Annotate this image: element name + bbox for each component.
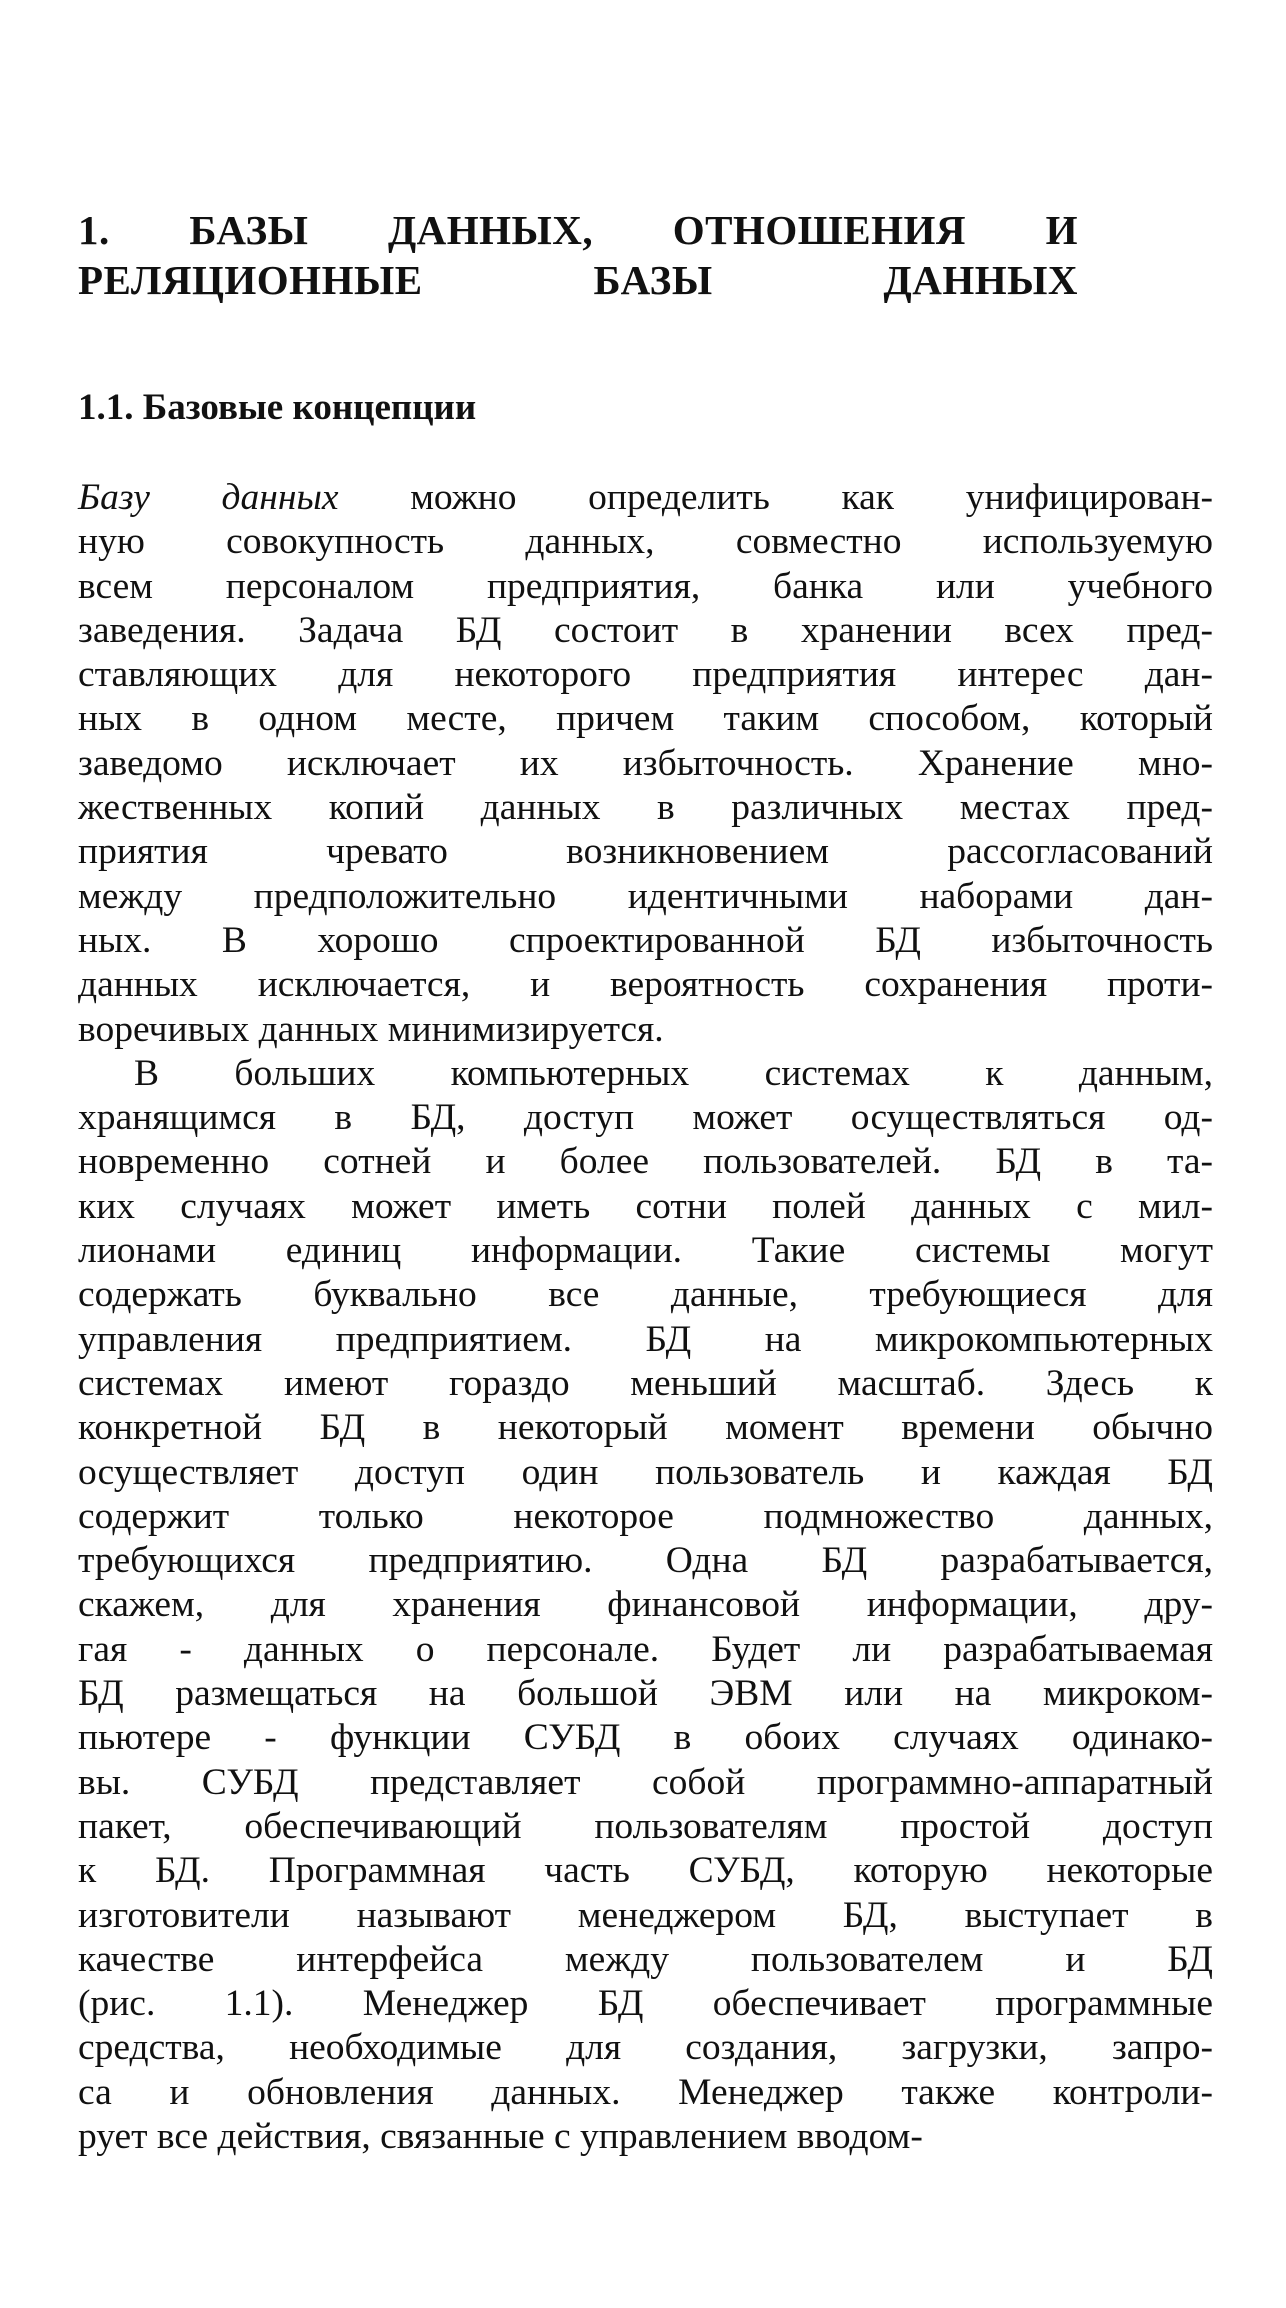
text-line: гая - данных о персонале. Будет ли разрабатываемая bbox=[78, 1628, 1213, 1670]
text-line: хранящимся в БД, доступ может осуществляться од- bbox=[78, 1097, 1213, 1139]
text-line: новременно сотней и более пользователей. БД в та- bbox=[78, 1141, 1213, 1183]
text-line: В больших компьютерных системах к данным, bbox=[134, 1052, 1213, 1094]
text-line: скажем, для хранения финансовой информации, дру- bbox=[78, 1584, 1213, 1626]
text-line: средства, необходимые для создания, загрузки, запро- bbox=[78, 2027, 1213, 2069]
text-line bbox=[78, 476, 1213, 520]
text-line: содержать буквально все данные, требующиеся для bbox=[78, 1274, 1213, 1316]
text-line: са и обновления данных. Менеджер также контроли- bbox=[78, 2071, 1213, 2113]
paragraph-1 bbox=[78, 476, 1213, 1052]
text-line: приятия чревато возникновением рассогласований bbox=[78, 831, 1213, 873]
text-line: БД размещаться на большой ЭВМ или на микроком- bbox=[78, 1673, 1213, 1715]
text-line: между предположительно идентичными наборами дан- bbox=[78, 875, 1213, 917]
body-text bbox=[78, 476, 1213, 2159]
text-line: ную совокупность данных, совместно используемую bbox=[78, 521, 1213, 563]
text-line: к БД. Программная часть СУБД, которую некоторые bbox=[78, 1850, 1213, 1892]
text-line: содержит только некоторое подмножество данных, bbox=[78, 1495, 1213, 1537]
text-line: осуществляет доступ один пользователь и каждая БД bbox=[78, 1451, 1213, 1493]
defined-term: Базу данных bbox=[78, 477, 339, 518]
text-line: всем персоналом предприятия, банка или учебного bbox=[78, 565, 1213, 607]
section-title: 1.1. Базовые концепции bbox=[78, 387, 477, 428]
text-line-rest: можно определить как унифицирован- bbox=[338, 477, 1213, 518]
text-line: системах имеют гораздо меньший масштаб. Здесь к bbox=[78, 1362, 1213, 1404]
text-line: (рис. 1.1). Менеджер БД обеспечивает программные bbox=[78, 1983, 1213, 2025]
text-line: жественных копий данных в различных местах пред- bbox=[78, 787, 1213, 829]
text-line: ставляющих для некоторого предприятия интерес дан- bbox=[78, 654, 1213, 696]
text-line: требующихся предприятию. Одна БД разрабатывается, bbox=[78, 1540, 1213, 1582]
text-line: лионами единиц информации. Такие системы могут bbox=[78, 1230, 1213, 1272]
text-line: пакет, обеспечивающий пользователям простой доступ bbox=[78, 1805, 1213, 1847]
text-line: конкретной БД в некоторый момент времени обычно bbox=[78, 1407, 1213, 1449]
text-line: управления предприятием. БД на микрокомпьютерных bbox=[78, 1318, 1213, 1360]
text-line: заведения. Задача БД состоит в хранении всех пред- bbox=[78, 609, 1213, 651]
text-line: вы. СУБД представляет собой программно-аппаратный bbox=[78, 1761, 1213, 1803]
chapter-title-line-2: РЕЛЯЦИОННЫЕ БАЗЫ ДАННЫХ bbox=[78, 257, 1078, 303]
text-line: пьютере - функции СУБД в обоих случаях одинако- bbox=[78, 1717, 1213, 1759]
text-line: данных исключается, и вероятность сохранения проти- bbox=[78, 964, 1213, 1006]
text-line: воречивых данных минимизируется. bbox=[78, 1008, 664, 1050]
text-line: изготовители называют менеджером БД, выступает в bbox=[78, 1894, 1213, 1936]
text-line: ных. В хорошо спроектированной БД избыточность bbox=[78, 919, 1213, 961]
text-line: рует все действия, связанные с управлением вводом- bbox=[78, 2115, 923, 2157]
paragraph-2 bbox=[78, 1052, 1213, 2159]
text-line: заведомо исключает их избыточность. Хранение мно- bbox=[78, 742, 1213, 784]
text-line: ных в одном месте, причем таким способом, который bbox=[78, 698, 1213, 740]
text-line: ких случаях может иметь сотни полей данных с мил- bbox=[78, 1185, 1213, 1227]
text-line: качестве интерфейса между пользователем и БД bbox=[78, 1938, 1213, 1980]
chapter-title bbox=[78, 205, 1078, 305]
chapter-title-line-1: 1. БАЗЫ ДАННЫХ, ОТНОШЕНИЯ И bbox=[78, 207, 1078, 253]
